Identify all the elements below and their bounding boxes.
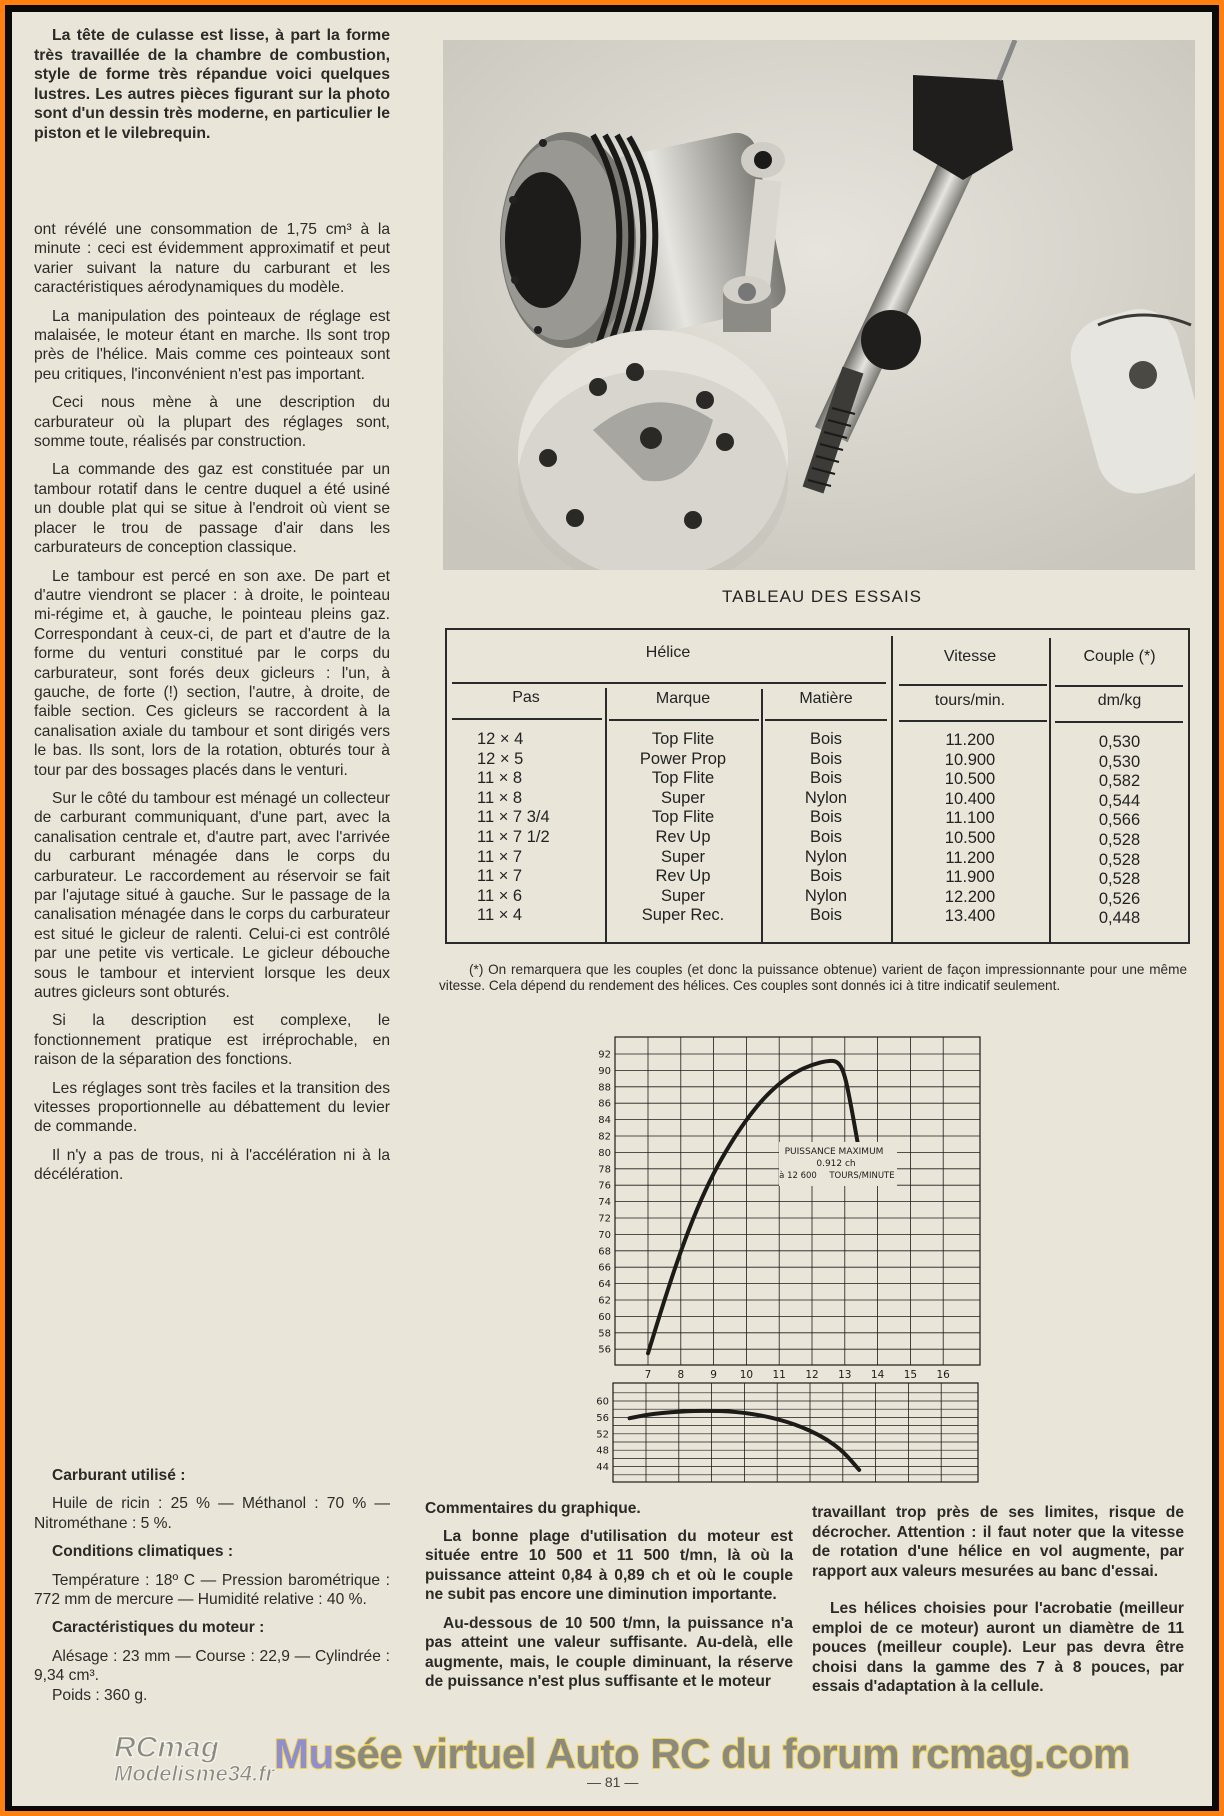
chart-frame (615, 1037, 980, 1365)
watermark-prefix: Mu (274, 1730, 334, 1777)
x-tick-label: 13 (838, 1369, 852, 1381)
body-paragraph: La commande des gaz est constituée par un tambour rotatif dans le centre duquel a été usiné un double plat qui se situe à l'endroit où vient se placer le trou de passage d'air dans les carburateurs de conception classique. (34, 461, 390, 557)
y-tick-label: 62 (598, 1295, 611, 1307)
header-matiere: Matière (799, 690, 853, 707)
power-torque-chart (572, 1027, 992, 1497)
cell-matiere: Nylon (804, 847, 848, 866)
cell-vitesse: 11.200 (945, 848, 995, 867)
cell-vitesse: 10.500 (944, 829, 996, 847)
y-tick-label: 60 (596, 1396, 609, 1408)
cell-marque: Super Rec. (641, 906, 725, 925)
y-tick-label: 44 (596, 1462, 609, 1474)
table-footnote: (*) On remarquera que les couples (et donc la puissance obtenue) varient de façon impressionnante pour une même vitesse. Cela dépend du rendement des hélices. Ces couples sont donnés ici à titre indicatif seulement. (439, 962, 1187, 993)
spec-heading: Caractéristiques du moteur : (52, 1619, 265, 1637)
x-tick-label: 8 (677, 1369, 685, 1381)
y-tick-label: 82 (598, 1131, 611, 1143)
cell-matiere: Bois (809, 769, 843, 788)
cell-vitesse: 10.400 (944, 789, 996, 808)
comment-paragraph: Au-dessous de 10 500 t/mn, la puissance n'a pas atteint une valeur suffisante. Au-delà, elle augmente, mais, le couple diminuant, la réserve de puissance n'est plus suffisante et le moteur (425, 1614, 793, 1690)
comments-column-1 (425, 1499, 793, 1701)
cell-matiere: Nylon (804, 886, 848, 905)
cell-pas: 11 × 4 (477, 906, 523, 925)
y-tick-label: 52 (596, 1429, 609, 1441)
cell-couple: 0,448 (1098, 909, 1141, 928)
cell-marque: Super (660, 788, 706, 807)
cell-marque: Top Flite (651, 808, 715, 827)
cell-vitesse: 10.900 (944, 750, 996, 769)
cell-marque: Rev Up (655, 828, 711, 846)
test-results-table (445, 628, 1190, 944)
x-tick-label: 14 (870, 1369, 885, 1381)
x-tick-label: 7 (644, 1369, 652, 1381)
y-tick-label: 76 (598, 1180, 611, 1192)
cell-couple: 0,530 (1098, 752, 1141, 771)
annotation-rpm: à 12 600 (779, 1171, 817, 1181)
cell-pas: 11 × 7 (477, 847, 523, 866)
y-tick-label: 66 (598, 1262, 611, 1274)
header-pas: Pas (512, 689, 540, 706)
rcmag-logo (114, 1731, 284, 1786)
logo-line-1: RCmag (114, 1731, 220, 1764)
cell-couple: 0,582 (1098, 772, 1141, 791)
x-tick-label: 15 (903, 1369, 918, 1381)
cell-vitesse: 12.200 (944, 887, 996, 906)
cell-vitesse: 11.200 (945, 731, 995, 749)
specs-block (34, 1466, 390, 1714)
divider (1055, 721, 1183, 723)
header-vitesse: Vitesse (943, 648, 997, 665)
cell-couple: 0,526 (1098, 889, 1141, 908)
body-paragraph: Ceci nous mène à une description du carburateur où la plupart des réglages sont, somme toute, réalisés par construction. (34, 394, 390, 451)
y-tick-label: 70 (598, 1229, 611, 1241)
cell-vitesse: 11.900 (945, 868, 995, 887)
cell-pas: 11 × 7 1/2 (477, 828, 550, 846)
cell-matiere: Nylon (804, 788, 848, 807)
divider (899, 684, 1047, 686)
annotation-title: PUISSANCE MAXIMUM (784, 1147, 884, 1157)
cell-pas: 11 × 7 (477, 867, 523, 886)
y-tick-label: 90 (598, 1065, 611, 1077)
cell-couple: 0,528 (1098, 850, 1141, 869)
comment-paragraph: La bonne plage d'utilisation du moteur est située entre 10 500 et 11 500 t/mn, là où la puissance atteint 0,84 à 0,89 ch et où le couple ne subit pas encore une diminution importante. (425, 1527, 793, 1603)
cell-vitesse: 13.400 (944, 907, 996, 926)
spec-text: Poids : 360 g. (52, 1686, 148, 1704)
header-couple: Couple (*) (1083, 648, 1156, 665)
cell-vitesse: 10.500 (944, 770, 996, 789)
body-paragraph: Le tambour est percé en son axe. De part et d'autre viendront se placer : à droite, le pointeau mi-régime et, à gauche, le pointeau pleins gaz. Correspondant à ceux-ci, de part et d'autre de la forme du venturi constitué par le corps du carburateur, sont forés deux gicleurs : l'un, à gauche, de forte (!) section, l'autre, à droite, de faible section. Ces gicleurs se raccordent à la canalisation axiale du tambour et sont dirigés vers le bas. Ils sont, lors de la rotation, obturés tour à tour par des bossages placés dans le venturi. (34, 567, 390, 779)
y-tick-label: 84 (598, 1115, 611, 1127)
y-tick-label: 72 (598, 1213, 611, 1225)
cell-marque: Power Prop (639, 749, 727, 768)
cell-matiere: Bois (809, 906, 843, 925)
comment-paragraph: travaillant trop près de ses limites, risque de décrocher. Attention : il faut noter que la vitesse de rotation d'une hélice en vol augmente, par rapport aux valeurs mesurées au banc d'essai. (812, 1504, 1184, 1580)
cell-couple: 0,530 (1098, 733, 1141, 751)
table-row (447, 828, 1188, 848)
table-row (447, 867, 1188, 887)
divider (765, 719, 887, 721)
table-row (447, 887, 1188, 907)
y-tick-label: 68 (598, 1246, 611, 1258)
table-title: TABLEAU DES ESSAIS (721, 587, 923, 606)
cell-marque: Top Flite (651, 730, 715, 748)
spec-text: Température : 18º C — Pression barométrique : 772 mm de mercure — Humidité relative : 40 %. (34, 1571, 390, 1609)
cell-pas: 12 × 5 (477, 749, 524, 768)
annotation-value: 0.912 ch (816, 1159, 856, 1169)
cell-pas: 11 × 6 (477, 886, 523, 905)
cell-matiere: Bois (809, 828, 843, 846)
y-tick-label: 48 (596, 1445, 609, 1457)
y-tick-label: 92 (598, 1049, 611, 1061)
cell-matiere: Bois (809, 749, 843, 768)
spec-text: Huile de ricin : 25 % — Méthanol : 70 % — Nitrométhane : 5 %. (34, 1495, 390, 1532)
comment-paragraph: Les hélices choisies pour l'acrobatie (meilleur emploi de ce moteur) auront un diamètre de 11 pouces (meilleur couple). Leur pas devra être choisi dans la gamme des 7 à 8 pouces, par essais d'adaptation à la cellule. (812, 1600, 1184, 1695)
cell-marque: Rev Up (655, 867, 711, 886)
table-row (447, 750, 1188, 770)
cell-pas: 11 × 8 (477, 769, 523, 788)
cell-matiere: Bois (809, 867, 843, 886)
table-row (447, 848, 1188, 868)
x-tick-label: 11 (772, 1369, 786, 1381)
cell-matiere: Bois (809, 730, 843, 748)
cell-couple: 0,528 (1098, 870, 1141, 889)
y-tick-label: 80 (598, 1147, 611, 1159)
cell-vitesse: 11.100 (945, 809, 995, 828)
y-tick-label: 64 (598, 1279, 611, 1291)
table-row (447, 730, 1188, 750)
cell-pas: 11 × 7 3/4 (477, 808, 550, 827)
y-tick-label: 86 (598, 1098, 611, 1110)
divider (452, 682, 886, 684)
engine-parts-photo (443, 40, 1195, 570)
body-paragraph: Sur le côté du tambour est ménagé un collecteur de carburant communiquant, d'une part, avec la canalisation centrale et, d'autre part, avec l'arrivée du carburant ménagée dans le corps du carburateur. Le raccordement au réservoir se fait par l'ajutage situé à gauche. Sur le passage de la canalisation ménagée dans le corps du carburateur est situé le gicleur de ralenti. Celui-ci est contrôlé par une petite vis verticale. Le gicleur débouche sous le tambour et intervient lorsque les deux autres gicleurs sont obturés. (34, 789, 390, 1002)
y-tick-label: 60 (598, 1311, 611, 1323)
y-tick-label: 56 (598, 1344, 611, 1356)
cell-pas: 12 × 4 (477, 730, 524, 748)
spec-text: Alésage : 23 mm — Course : 22,9 — Cylindrée : 9,34 cm³. (34, 1647, 390, 1685)
cell-marque: Super (660, 886, 706, 905)
body-paragraph: Il n'y a pas de trous, ni à l'accélération ni à la décélération. (34, 1146, 390, 1184)
body-paragraph: Les réglages sont très faciles et la transition des vitesses proportionnelle au débattement du levier de commande. (34, 1079, 390, 1136)
x-tick-label: 10 (739, 1369, 754, 1381)
watermark-text (274, 1730, 1130, 1778)
y-tick-label: 78 (598, 1164, 611, 1176)
cell-matiere: Bois (809, 808, 843, 827)
cell-pas: 11 × 8 (477, 788, 523, 807)
body-paragraph: La manipulation des pointeaux de réglage est malaisée, le moteur étant en marche. Ils sont trop près de l'hélice. Mais comme ces pointeaux sont peu critiques, l'inconvénient n'est pas important. (34, 307, 390, 383)
x-tick-label: 9 (710, 1369, 717, 1381)
divider (1055, 685, 1183, 687)
left-column (34, 26, 390, 153)
table-row (447, 789, 1188, 809)
cell-marque: Super (660, 847, 706, 866)
comments-heading: Commentaires du graphique. (425, 1500, 641, 1517)
y-tick-label: 58 (598, 1328, 611, 1340)
x-tick-label: 16 (936, 1369, 950, 1381)
table-row (447, 769, 1188, 789)
spec-heading: Carburant utilisé : (52, 1467, 186, 1484)
magazine-page (12, 12, 1212, 1806)
divider (452, 718, 602, 720)
engine-parts-illustration (443, 40, 1195, 570)
body-paragraph: Si la description est complexe, le fonctionnement pratique est irréprochable, en raison de la séparation des fonctions. (34, 1012, 390, 1069)
header-dmkg: dm/kg (1097, 692, 1142, 709)
spec-heading: Conditions climatiques : (52, 1543, 234, 1561)
power-curve (648, 1061, 858, 1353)
cell-couple: 0,528 (1098, 831, 1141, 849)
table-row (447, 906, 1188, 926)
logo-line-2: Modelisme34.fr (114, 1761, 275, 1786)
header-tours: tours/min. (934, 692, 1006, 709)
annotation-unit: TOURS/MINUTE (829, 1171, 895, 1181)
cell-couple: 0,544 (1098, 791, 1141, 810)
y-tick-label: 74 (598, 1197, 611, 1209)
watermark-rest: sée virtuel Auto RC du forum rcmag.com (333, 1730, 1130, 1777)
body-paragraph: ont révélé une consommation de 1,75 cm³ à la minute : ceci est évidemment approximatif et peut varier suivant la nature du carburant et les caractéristiques aérodynamiques du modèle. (34, 221, 390, 297)
left-column-body (34, 220, 390, 1194)
x-tick-label: 12 (805, 1369, 819, 1381)
divider (609, 719, 759, 721)
y-tick-label: 88 (598, 1082, 611, 1094)
cell-couple: 0,566 (1098, 811, 1141, 830)
cell-marque: Top Flite (651, 769, 715, 788)
chart-frame-lower (613, 1383, 978, 1482)
divider (899, 720, 1047, 722)
comments-column-2 (812, 1503, 1184, 1706)
header-helice: Hélice (645, 644, 691, 661)
table-row (447, 808, 1188, 828)
cylinder-head-part (518, 330, 788, 570)
header-marque: Marque (655, 690, 711, 707)
page-number: — 81 — (587, 1774, 639, 1790)
y-tick-label: 56 (596, 1412, 609, 1424)
intro-paragraph: La tête de culasse est lisse, à part la forme très travaillée de la chambre de combustion, style de forme très répandue voici quelques lustres. Les autres pièces figurant sur la photo sont d'un dessin très moderne, en particulier le piston et le vilebrequin. (34, 27, 390, 142)
